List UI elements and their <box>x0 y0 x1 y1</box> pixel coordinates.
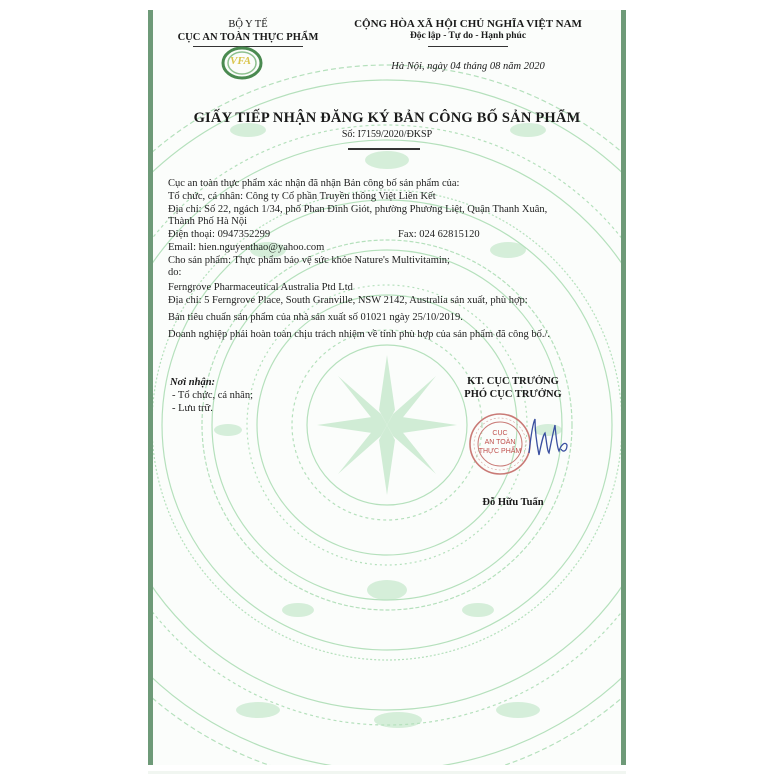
national-motto: Độc lập - Tự do - Hạnh phúc <box>409 31 527 41</box>
responsibility-line: Doanh nghiệp phải hoàn toàn chịu trách nhiệm về tính phù hợp của sản phẩm đã công bố./. <box>168 329 550 340</box>
recipient-item: - Lưu trữ. <box>172 403 213 414</box>
signatory-role-2: PHÓ CỤC TRƯỞNG <box>464 389 562 400</box>
place-and-date: Hà Nội, ngày 04 tháng 08 năm 2020 <box>391 61 545 72</box>
email-line: Email: hien.nguyenthao@yahoo.com <box>168 242 325 253</box>
motto-underline <box>428 46 508 47</box>
country-name: CỘNG HÒA XÃ HỘI CHỦ NGHĨA VIỆT NAM <box>354 18 582 30</box>
standard-line: Bản tiêu chuẩn sản phẩm của nhà sản xuất số 01021 ngày 25/10/2019. <box>168 312 463 323</box>
by-line: do: <box>168 267 182 278</box>
document-number: Số: I7159/2020/ĐKSP <box>341 129 433 140</box>
seal-text-line: THỰC PHẨM <box>478 448 522 455</box>
signatory-role-1: KT. CỤC TRƯỞNG <box>467 376 559 387</box>
phone-line: Điện thoại: 0947352299 <box>168 229 271 240</box>
page-border-left <box>148 10 153 765</box>
product-line: Cho sản phẩm: Thực phẩm bảo vệ sức khỏe Nature's Multivitamin; <box>168 255 450 266</box>
page-border-right <box>621 10 626 765</box>
handwritten-signature-icon <box>523 415 573 460</box>
seal-text-line: AN TOÀN <box>484 439 516 446</box>
recipient-item: - Tổ chức, cá nhân; <box>172 390 254 401</box>
certificate-page <box>148 10 626 765</box>
manufacturer-address-line: Địa chỉ: 5 Ferngrove Place, South Granville, NSW 2142, Australia sản xuất, phù hợp: <box>168 295 528 306</box>
vfa-logo <box>221 46 263 80</box>
agency-name: CỤC AN TOÀN THỰC PHẨM <box>177 32 319 43</box>
vfa-logo-text: VFA <box>230 55 252 67</box>
manufacturer-line: Ferngrove Pharmaceutical Australia Ptd Ltd <box>168 282 353 293</box>
recipients-label: Nơi nhận: <box>170 377 216 388</box>
title-underline <box>348 148 420 150</box>
address-line-1: Địa chỉ: Số 22, ngách 1/34, phố Phan Đình Giót, phường Phương Liệt, Quận Thanh Xuân, <box>168 204 548 215</box>
ministry-name: BỘ Y TẾ <box>228 19 268 30</box>
certificate-content <box>148 10 626 765</box>
signer-name: Đỗ Hữu Tuấn <box>482 497 544 508</box>
fax-line: Fax: 024 62815120 <box>398 229 480 240</box>
document-title: GIẤY TIẾP NHẬN ĐĂNG KÝ BẢN CÔNG BỐ SẢN PHẨM <box>193 110 581 126</box>
page-bottom-edge <box>148 771 626 774</box>
organization-line: Tổ chức, cá nhân: Công ty Cổ phần Truyền thông Việt Liên Kết <box>168 191 436 202</box>
seal-text-line: CỤC <box>492 430 508 437</box>
intro-line: Cục an toàn thực phẩm xác nhận đã nhận Bản công bố sản phẩm của: <box>168 178 460 189</box>
address-line-2: Thành Phố Hà Nội <box>168 216 248 227</box>
